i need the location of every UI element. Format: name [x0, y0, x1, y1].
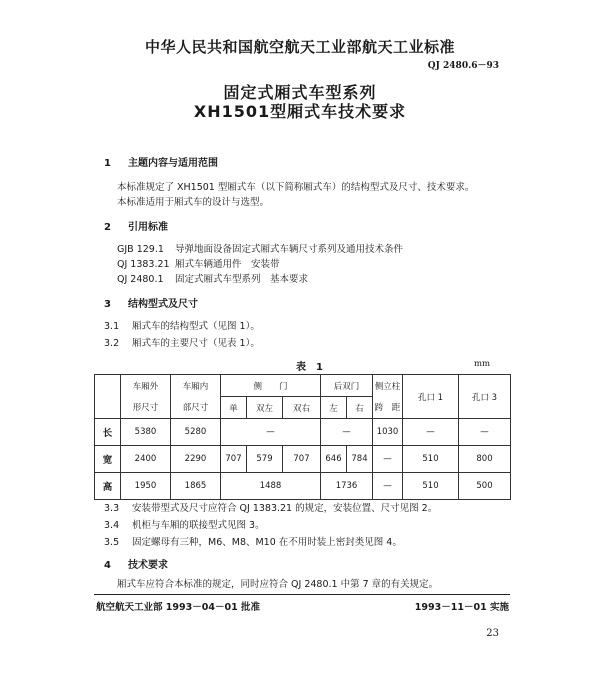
header-inner-size-bottom: 部尺寸 [171, 397, 221, 419]
doc-title-line1: 固定式厢式车型系列 [223, 83, 377, 102]
doc-title-line2: XH1501型厢式车技术要求 [193, 102, 407, 121]
header-pillar-top: 侧立柱 [373, 375, 403, 397]
section-1-paragraph-2: 本标准适用于厢式车的设计与选型。 [117, 197, 270, 208]
clause-3-1 [104, 318, 260, 332]
header-inner-size-top: 车厢内 [171, 375, 221, 397]
cell-hole-3: 800 [459, 446, 511, 473]
implementation-date: 1993－11－01 实施 [414, 602, 509, 613]
section-4-heading [104, 556, 168, 571]
section-4-paragraph-1: 厢式车应符合本标准的规定，同时应符合 QJ 2480.1 中第 7 章的有关规定。 [117, 579, 439, 590]
cell-rear-left: 646 [321, 446, 347, 473]
standard-header: 中华人民共和国航空航天工业部航天工业标准 [144, 38, 455, 56]
approval-date: 航空航天工业部 1993－04－01 批准 [96, 602, 260, 613]
header-hole-1: 孔口 1 [403, 375, 459, 419]
table-row [95, 419, 511, 446]
reference-title: 固定式厢式车型系列 基本要求 [175, 274, 309, 285]
clause-text: 厢式车的结构型式（见图 1）。 [132, 321, 260, 332]
reference-title: 厢式车辆通用件 安装带 [175, 259, 280, 270]
cell-double-left: 579 [247, 446, 283, 473]
clause-text: 安装带型式及尺寸应符合 QJ 1383.21 的规定，安装位置、尺寸见图 2。 [132, 503, 438, 514]
section-title: 引用标准 [128, 222, 168, 233]
section-number: 4 [104, 560, 111, 571]
cell-hole-3: 500 [459, 473, 511, 500]
header-outer-size-top: 车厢外 [121, 375, 171, 397]
table-row [95, 446, 511, 473]
cell-hole-1: 510 [403, 446, 459, 473]
clause-text: 机柜与车厢的联接型式见图 3。 [132, 520, 265, 531]
header-pillar-bottom: 跨 距 [373, 397, 403, 419]
clause-number: 3.2 [104, 338, 120, 349]
row-label-height: 高 [95, 473, 121, 500]
footer-divider [94, 594, 510, 595]
header-hole-3: 孔口 3 [459, 375, 511, 419]
table-unit: mm [474, 359, 491, 369]
cell-single-door: 707 [221, 446, 247, 473]
header-left: 左 [321, 397, 347, 419]
standard-code: QJ 2480.6－93 [427, 61, 499, 71]
clause-number: 3.1 [104, 321, 120, 332]
cell-rear-door: — [321, 419, 373, 446]
section-number: 3 [104, 299, 111, 310]
cell-pillar: — [373, 473, 403, 500]
clause-number: 3.5 [104, 537, 120, 548]
clause-text: 固定螺母有三种，M6、M8、M10 在不用时装上密封类见图 4。 [132, 537, 402, 548]
cell-rear-right: 784 [347, 446, 373, 473]
cell-side-door: 1488 [221, 473, 321, 500]
header-single-door: 单 [221, 397, 247, 419]
reference-code: QJ 1383.21 [117, 259, 170, 270]
clause-number: 3.4 [104, 520, 120, 531]
cell-inner: 5280 [171, 419, 221, 446]
cell-outer: 1950 [121, 473, 171, 500]
table-row [95, 473, 511, 500]
reference-item [117, 241, 403, 255]
cell-side-door: — [221, 419, 321, 446]
reference-item [117, 256, 280, 270]
cell-pillar: — [373, 446, 403, 473]
header-double-left: 双左 [247, 397, 283, 419]
dimensions-table [94, 374, 511, 500]
clause-3-4 [104, 517, 265, 531]
table-header-row [95, 375, 511, 397]
page-number: 23 [486, 628, 499, 639]
section-1-paragraph-1: 本标准规定了 XH1501 型厢式车（以下简称厢式车）的结构型式及尺寸、技术要求。 [117, 182, 475, 193]
cell-outer: 2400 [121, 446, 171, 473]
cell-hole-1: — [403, 419, 459, 446]
clause-3-2 [104, 335, 260, 349]
section-3-heading [104, 295, 198, 310]
header-double-right: 双右 [283, 397, 321, 419]
section-2-heading [104, 218, 168, 233]
cell-hole-3: — [459, 419, 511, 446]
clause-3-3 [104, 500, 437, 514]
section-title: 主题内容与适用范围 [128, 158, 218, 169]
section-title: 技术要求 [128, 560, 168, 571]
reference-title: 导弹地面设备固定式厢式车辆尺寸系列及通用技术条件 [175, 244, 404, 255]
header-outer-size-bottom: 形尺寸 [121, 397, 171, 419]
table-caption: 表 1 [296, 362, 323, 373]
row-label-width: 宽 [95, 446, 121, 473]
header-side-door: 侧 门 [221, 375, 321, 397]
cell-inner: 2290 [171, 446, 221, 473]
reference-item [117, 271, 308, 285]
cell-inner: 1865 [171, 473, 221, 500]
section-number: 2 [104, 222, 111, 233]
reference-code: GJB 129.1 [117, 244, 164, 255]
cell-outer: 5380 [121, 419, 171, 446]
cell-double-right: 707 [283, 446, 321, 473]
cell-rear-door: 1736 [321, 473, 373, 500]
section-title: 结构型式及尺寸 [128, 299, 198, 310]
clause-text: 厢式车的主要尺寸（见表 1）。 [132, 338, 260, 349]
table-corner-cell [95, 375, 121, 419]
section-number: 1 [104, 158, 111, 169]
clause-number: 3.3 [104, 503, 120, 514]
header-rear-door: 后双门 [321, 375, 373, 397]
reference-code: QJ 2480.1 [117, 274, 164, 285]
cell-hole-1: 510 [403, 473, 459, 500]
clause-3-5 [104, 534, 402, 548]
header-right: 右 [347, 397, 373, 419]
section-1-heading [104, 154, 218, 169]
row-label-length: 长 [95, 419, 121, 446]
cell-pillar: 1030 [373, 419, 403, 446]
